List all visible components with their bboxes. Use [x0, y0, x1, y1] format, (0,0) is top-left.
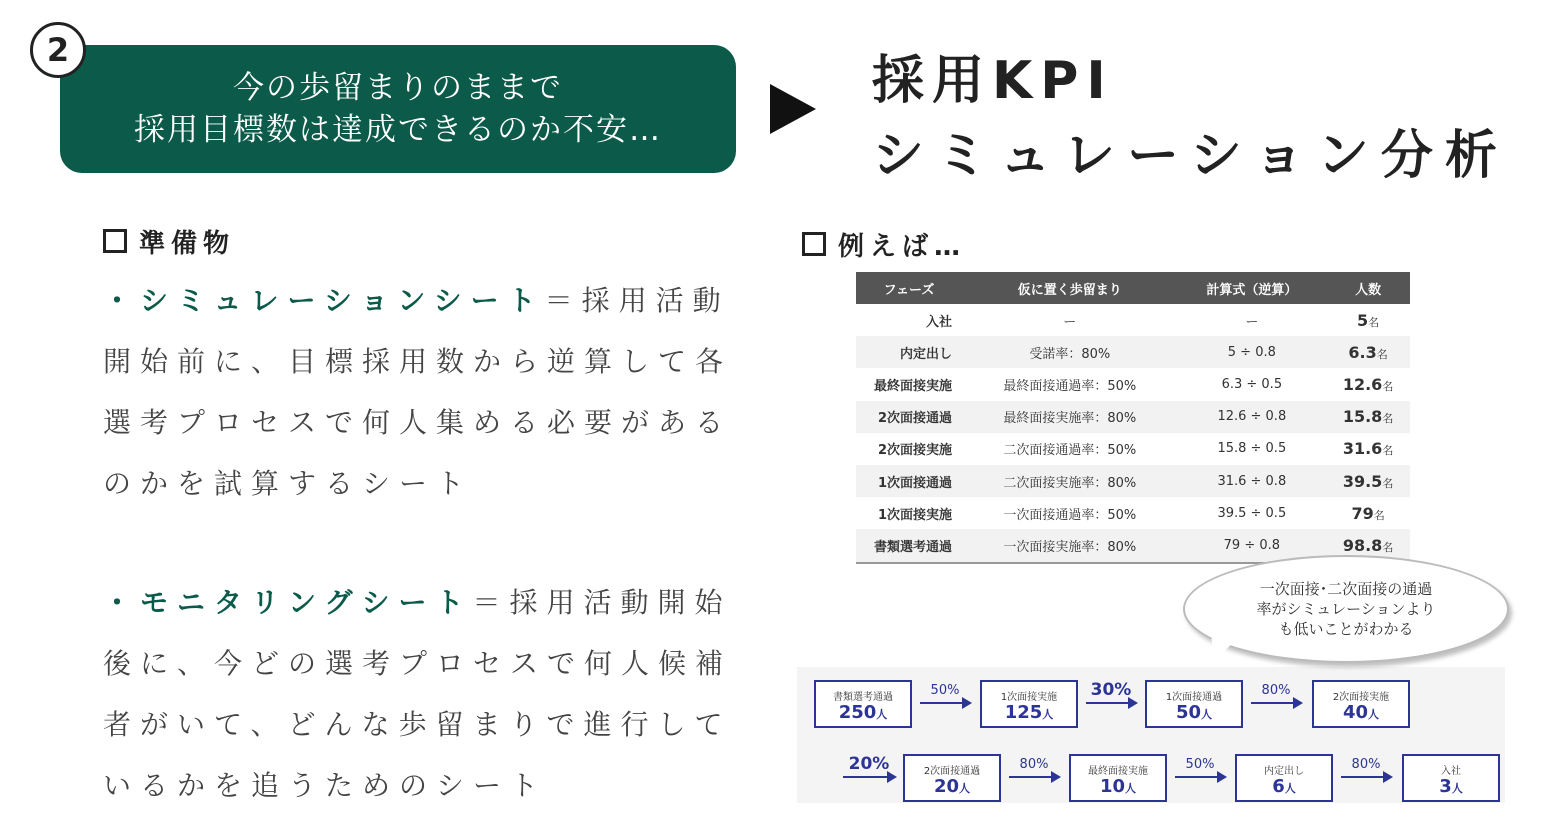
bubble-line: 一次面接･二次面接の通過	[1259, 580, 1433, 598]
conversion-rate: 80%	[1351, 757, 1381, 772]
stage-count	[1404, 777, 1498, 799]
concern-banner	[60, 45, 736, 173]
concern-line-2: 採用目標数は達成できるのか不安…	[134, 112, 662, 148]
stage-count-unit: 人	[876, 708, 888, 721]
formula-cell: 79 ÷ 0.8	[1178, 529, 1327, 562]
phase-cell: 入社	[856, 304, 962, 336]
example-heading-text: 例えば…	[838, 232, 967, 262]
flow-arrow-icon	[1341, 776, 1391, 778]
stage-count	[1147, 703, 1241, 725]
count-cell	[1326, 497, 1410, 529]
table-row	[856, 368, 1410, 400]
bubble-line: も低いことがわかる	[1278, 620, 1414, 638]
funnel-stage-box	[1145, 680, 1243, 728]
flow-arrow-icon	[1251, 702, 1301, 704]
stage-count-unit: 人	[1284, 782, 1296, 795]
column-header: 計算式（逆算）	[1178, 272, 1327, 304]
rate-cell: 最終面接実施率：80%	[962, 401, 1178, 433]
rate-cell: 一次面接通過率：50%	[962, 497, 1178, 529]
count-value: 15.8	[1342, 407, 1383, 427]
conversion-rate: 50%	[930, 683, 960, 698]
flow-arrow-icon	[1086, 702, 1136, 704]
stage-count-unit: 人	[1042, 708, 1054, 721]
flow-arrow-icon	[1175, 776, 1225, 778]
table-row	[856, 336, 1410, 368]
funnel-stage-box	[814, 680, 912, 728]
monitoring-sheet-name: ・モニタリングシート	[103, 586, 473, 619]
page-title-line-2: シミュレーション分析	[872, 126, 1509, 186]
stage-count	[982, 703, 1076, 725]
count-value: 6.3	[1348, 342, 1377, 362]
stage-count-value: 250	[838, 702, 877, 723]
count-cell	[1326, 304, 1410, 336]
table-row	[856, 497, 1410, 529]
count-value: 5	[1357, 310, 1369, 330]
table-row	[856, 433, 1410, 465]
count-cell	[1326, 336, 1410, 368]
right-triangle-icon	[770, 84, 816, 134]
stage-count	[905, 777, 999, 799]
phase-cell: 内定出し	[856, 336, 962, 368]
rate-cell: ー	[962, 304, 1178, 336]
rate-cell: 受諾率：80%	[962, 336, 1178, 368]
conversion-rate: 80%	[1019, 757, 1049, 772]
stage-label: 1次面接通過	[1165, 692, 1223, 703]
table-row	[856, 465, 1410, 497]
funnel-stage-box	[903, 754, 1001, 802]
formula-cell: 12.6 ÷ 0.8	[1178, 401, 1327, 433]
stage-count	[816, 703, 910, 725]
count-unit: 名	[1382, 412, 1394, 426]
count-cell	[1326, 433, 1410, 465]
stage-label: 書類選考通過	[833, 692, 893, 703]
stage-count-unit: 人	[1201, 708, 1213, 721]
prep-item-simulation	[103, 270, 763, 514]
count-value: 98.8	[1342, 535, 1383, 555]
stage-count-value: 6	[1272, 776, 1285, 797]
phase-cell: 2次面接実施	[856, 433, 962, 465]
kpi-simulation-table	[856, 272, 1410, 564]
count-unit: 名	[1368, 315, 1380, 329]
stage-label: 2次面接実施	[1332, 692, 1390, 703]
formula-cell: 39.5 ÷ 0.5	[1178, 497, 1327, 529]
concern-line-1: 今の歩留まりのままで	[233, 70, 563, 106]
stage-label: 内定出し	[1264, 766, 1304, 777]
stage-count-unit: 人	[959, 782, 971, 795]
stage-count-unit: 人	[1125, 782, 1137, 795]
phase-cell: 1次面接実施	[856, 497, 962, 529]
stage-count-value: 3	[1439, 776, 1452, 797]
count-unit: 名	[1376, 347, 1388, 361]
table-row	[856, 304, 1410, 336]
flow-arrow-icon	[843, 776, 895, 778]
example-heading	[802, 226, 966, 263]
formula-cell: 5 ÷ 0.8	[1178, 336, 1327, 368]
conversion-rate: 50%	[1185, 757, 1215, 772]
rate-cell: 最終面接通過率：50%	[962, 368, 1178, 400]
column-header: 仮に置く歩留まり	[962, 272, 1178, 304]
conversion-rate: 80%	[1261, 683, 1291, 698]
stage-label: 1次面接実施	[1000, 692, 1058, 703]
count-value: 12.6	[1342, 374, 1383, 394]
formula-cell: ー	[1178, 304, 1327, 336]
stage-label: 入社	[1441, 766, 1461, 777]
stage-count	[1314, 703, 1408, 725]
monitoring-sheet-desc: ＝採用活動開始後に、今どの選考プロセスで何人候補者がいて、どんな歩留まりで進行しているかを追うためのシート	[103, 586, 733, 802]
simulation-sheet-name: ・シミュレーションシート	[103, 284, 545, 317]
table-header-row	[856, 272, 1410, 304]
rate-cell: 二次面接実施率：80%	[962, 465, 1178, 497]
column-header: フェーズ	[856, 272, 962, 304]
count-value: 39.5	[1342, 471, 1383, 491]
step-number-badge: 2	[30, 22, 86, 78]
phase-cell: 書類選考通過	[856, 529, 962, 562]
prep-item-monitoring	[103, 572, 763, 816]
funnel-stage-box	[1312, 680, 1410, 728]
count-cell	[1326, 401, 1410, 433]
square-bullet-icon	[103, 229, 127, 253]
stage-count-value: 20	[933, 776, 960, 797]
stage-count	[1237, 777, 1331, 799]
stage-count-unit: 人	[1451, 782, 1463, 795]
stage-count-value: 10	[1099, 776, 1126, 797]
funnel-stage-box	[1402, 754, 1500, 802]
phase-cell: 2次面接通過	[856, 401, 962, 433]
stage-count-unit: 人	[1368, 708, 1380, 721]
funnel-stage-box	[1069, 754, 1167, 802]
stage-count	[1071, 777, 1165, 799]
rate-cell: 一次面接実施率：80%	[962, 529, 1178, 562]
formula-cell: 6.3 ÷ 0.5	[1178, 368, 1327, 400]
column-header: 人数	[1326, 272, 1410, 304]
count-unit: 名	[1382, 444, 1394, 458]
prep-heading-text: 準備物	[139, 229, 236, 259]
count-value: 31.6	[1342, 439, 1383, 459]
count-cell	[1326, 465, 1410, 497]
formula-cell: 15.8 ÷ 0.5	[1178, 433, 1327, 465]
stage-count-value: 40	[1342, 702, 1369, 723]
count-cell	[1326, 368, 1410, 400]
rate-cell: 二次面接通過率：50%	[962, 433, 1178, 465]
phase-cell: 1次面接通過	[856, 465, 962, 497]
square-bullet-icon	[802, 232, 826, 256]
count-unit: 名	[1382, 540, 1394, 554]
conversion-rate: 30%	[1090, 680, 1132, 700]
prep-heading	[103, 223, 235, 260]
stage-count-value: 50	[1175, 702, 1202, 723]
stage-count-value: 125	[1004, 702, 1043, 723]
simulation-sheet-desc: ＝採用活動開始前に、目標採用数から逆算して各選考プロセスで何人集める必要があるのかを試算するシート	[103, 284, 733, 500]
formula-cell: 31.6 ÷ 0.8	[1178, 465, 1327, 497]
stage-label: 2次面接通過	[923, 766, 981, 777]
flow-arrow-icon	[920, 702, 970, 704]
table-row	[856, 401, 1410, 433]
count-unit: 名	[1373, 508, 1385, 522]
count-value: 79	[1351, 503, 1374, 523]
flow-arrow-icon	[1009, 776, 1059, 778]
page-title-line-1: 採用KPI	[872, 51, 1114, 111]
funnel-flow-diagram	[797, 667, 1505, 803]
bubble-line: 率がシミュレーションより	[1256, 600, 1436, 618]
phase-cell: 最終面接実施	[856, 368, 962, 400]
funnel-stage-box	[1235, 754, 1333, 802]
funnel-stage-box	[980, 680, 1078, 728]
count-unit: 名	[1382, 476, 1394, 490]
stage-label: 最終面接実施	[1088, 766, 1148, 777]
conversion-rate: 20%	[848, 754, 890, 774]
count-unit: 名	[1382, 379, 1394, 393]
